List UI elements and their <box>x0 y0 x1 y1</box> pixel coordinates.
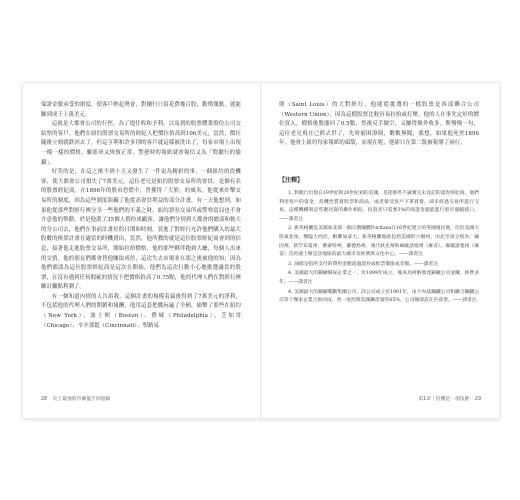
running-chapter-title: 第1章｜投機是一項技藝 <box>418 397 470 402</box>
page-number: 29 <box>474 397 481 402</box>
book-gutter <box>260 83 262 418</box>
footnote: 4. 美國最大的銅礦壟斷集團公司，該公司成立於1901年，由卡內基鋼鐵公司和聯合鋼鐵公司等十幾家企業合併而成，曾一度控制美國鋼產量的65%，公司總部設在匹茲堡。——譯者注 <box>279 289 480 304</box>
footnote: 1. 對賭行出現在19世紀和20世紀初的美國，是指那些不誠實且未登記的證券經紀商，他們利用客戶的資金，投機性質賣股票和商品，或者接受客戶下單買賣，卻未經過交易所進行交易。這種機構與這些聚居資的操作相似，投資者只需要3%的保證金就能進行股市漲幅賭口。——譯者注 <box>279 190 480 222</box>
notes-heading: 【注釋】 <box>279 176 304 184</box>
footnote: 2. 新英格蘭是美國東北部一個宗教團體Puritans在16世紀建立的英國殖民地，位於美國大陸東北角，瀕臨大西洋，毗鄰加拿大，新英格蘭地區包括美國的六個州，由北至南分別為：緬因州、新罕布夏州、佛蒙特州、羅德島州、康乃狄克州和麻薩諸塞州（麻省）。麻薩諸塞州（麻省）首府波士頓是該地區的最大城市及經濟與文化中心。——譯者注 <box>279 226 479 258</box>
body-paragraph: 有一個知道內情的人告訴我，這個計畫的規模着最後得到了7萬美元的淨利，不包括他的代理人們的開銷和報酬，他用這套把戲玩遍了全國，痛擊了那些在紐約（New York）、波士頓（Boston）、費城（Philadelphia）、芝加哥（Chicago）、辛辛那提（Cincinnati）、聖路易 <box>41 293 241 329</box>
left-page <box>41 101 241 331</box>
right-page <box>279 101 479 307</box>
body-paragraph: 斯（Saint Louis）的大對經行，他能從挑選的一檔股票是西部聯合公司（Western Union），因為這檔股票比較容易拉抬或打壓，他的人在事先定好的價位買入，價格後盤漲回了0.5點，然後反手做空，又賺得額外收多。斯慢慢一句，這位老兄現在已經去世了，先時窮困潦倒，數數無聞，我想，如果他死於1896年，他會上紐約每家報紙的頭版，而現在呢，他卻只在第二版被報導了兩行。 <box>279 102 479 147</box>
body-paragraph: 好笑的是，在這之後不到十天又發生了一件更為精彩的事，一個紐約的投機客，使大都會公司損失了7萬美元，這位老兄是紐約股票交易所的會員，是個有名的股票經紀商，在1896年的股市恐慌中，曾獲得「大熊」的威名，他從來奸擊交易所的制度，因為這些制度阻礙了他從高會員利益的部分計畫，有一天他想到，如果他從那些對經行裡分享一些他們的不義之財，紐約證券交易所或警察當局也不會介意他的舉動，於是他派了35個人假扮成顧客，讓他們分別到大都會的總部和較大的分公司去，他們在事前計畫好的日期和時刻，買進了對經行允許他們購入的最大股數的換算計畫在適當的時機賣出，當然，他所教的就是這位股票經紀商會到的信息，接著他走進股票交易所，開始拉拾價格，他的那些夥伴跑到大廳，每個人出來的交情，他的朋友們都會替他賺取成倍，這次失去市場並在那之後被他的知，因為他們都認為這位股票經紀商是這次在開始，他們為這次行動小心地挑選適當的股票，在沒有遇到任何瑕疵的情況下把價格拾高了0.75點，他的代理人們在對經行裡賺計鑼點利潤了。 <box>41 169 241 291</box>
running-book-title: 史上最強股市操盤手回憶錄 <box>52 397 111 402</box>
footnote: 4. 美國最大的銅礦開採企業之一，於1899年成立，後來為阿納康達銅礦公司並購，經營多年。——譯者注 <box>279 271 480 285</box>
left-page-footer <box>41 395 114 402</box>
right-page-footer <box>414 395 481 402</box>
footnote: 3. 油價是指所支付的費用金額超過證券成批票價值或差額。——譯者注 <box>288 261 439 267</box>
page-number: 28 <box>41 397 48 402</box>
book-spread <box>22 82 500 419</box>
body-paragraph: 保證金做承受的損度，使客戶輕起勢會，對爾行只留花費幾百股，動徵幾點，就能賺到成千上萬美元。 <box>41 102 241 118</box>
body-paragraph: 這就是大都會公司的行徑，為了提住收和予利，以及到的股票體業股份公司交給堅的客戶。他們在紐約股票交易所的經紀人把價位拾高到106美元，當然，價位隨後立刻就跌回去了，但這亨利和許多別的客戶就這樣被洗出了，每家市場上出現一模一樣的價格，驅影軍又恢復正常，警發時的報紙就會報信又為「對聽行的偷攝」。 <box>41 121 241 166</box>
